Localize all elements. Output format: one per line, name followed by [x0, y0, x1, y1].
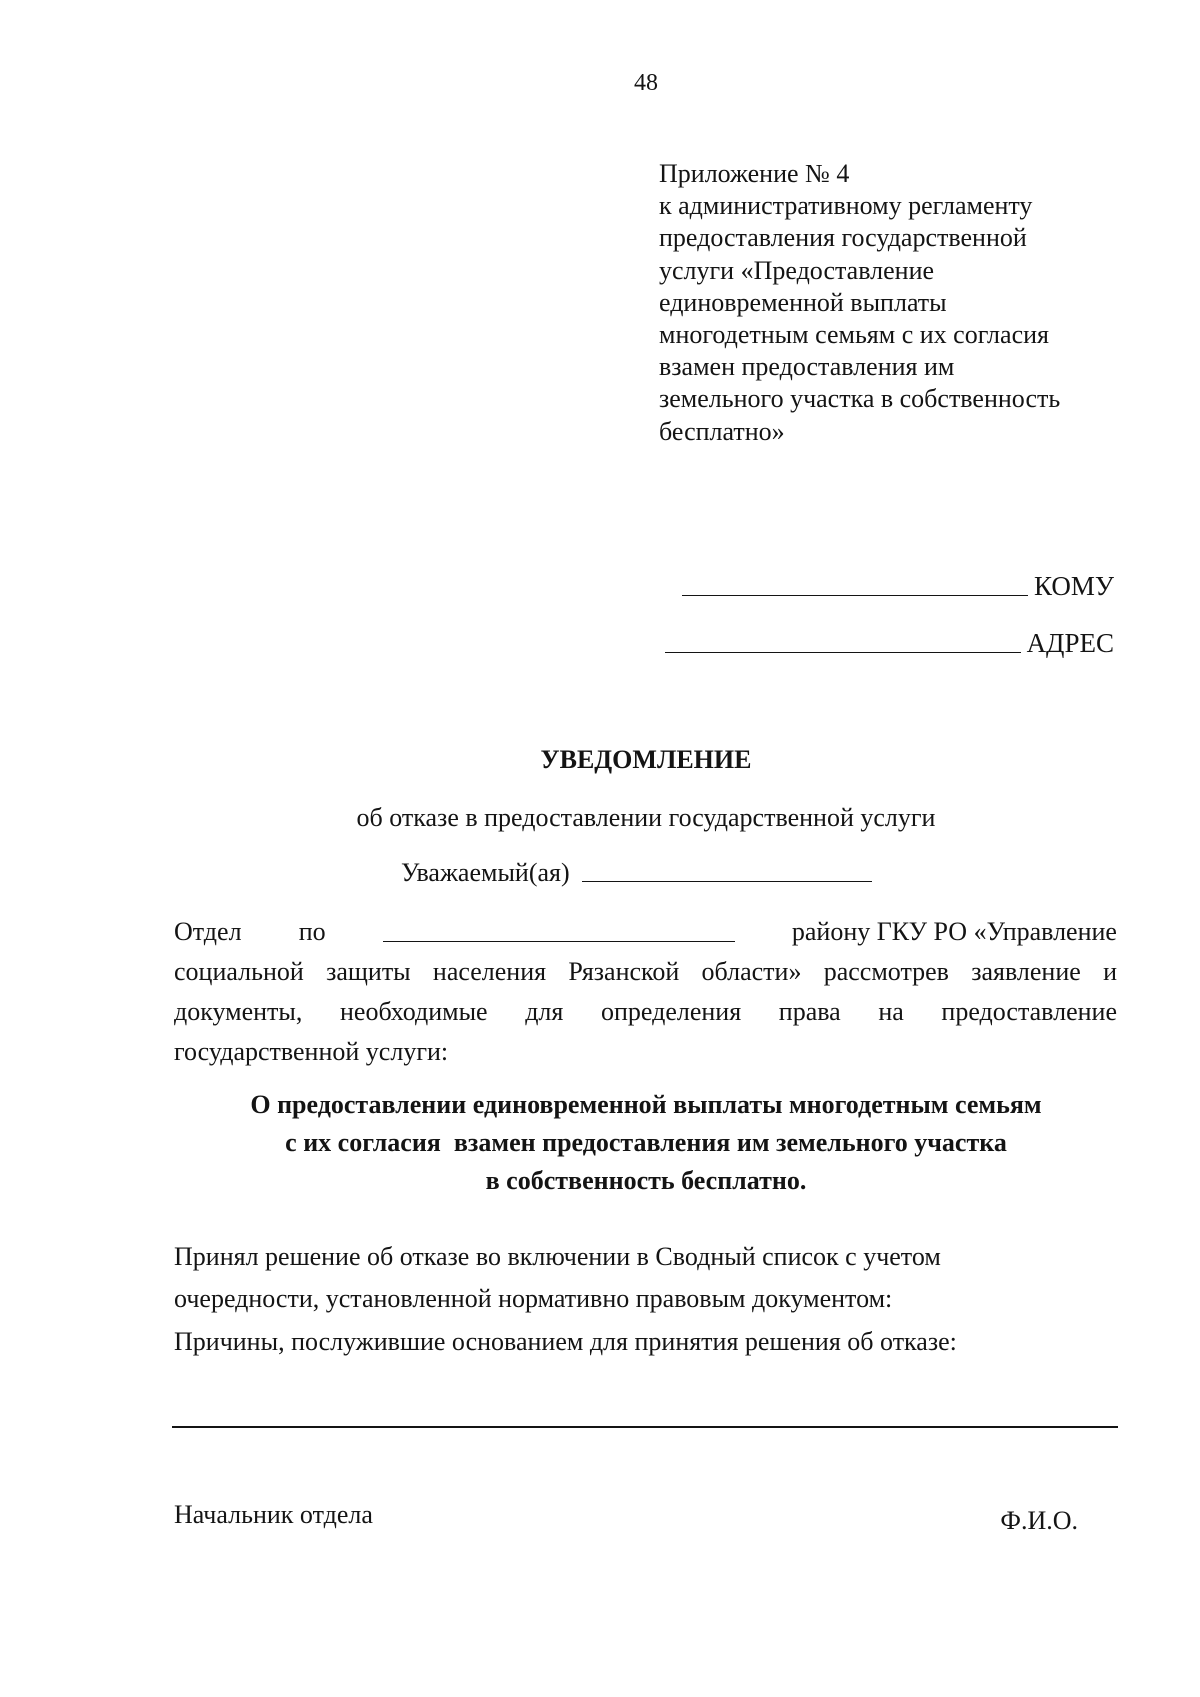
department-line	[174, 912, 1117, 952]
greeting-row	[401, 858, 872, 888]
recipient-to-label: КОМУ	[1034, 571, 1114, 601]
paragraph-line: социальной защиты населения Рязанской области» рассмотрев заявление и	[174, 957, 1117, 986]
service-line: О предоставлении единовременной выплаты многодетным семьям	[250, 1090, 1042, 1119]
appendix-line: бесплатно»	[659, 416, 785, 446]
notice-subtitle: об отказе в предоставлении государственной услуги	[356, 803, 936, 832]
appendix-header	[659, 158, 1129, 448]
signature-name: Ф.И.О.	[1000, 1506, 1078, 1535]
reasons-label: Причины, послужившие основанием для принятия решения об отказе:	[174, 1327, 957, 1356]
service-line: в собственность бесплатно.	[485, 1166, 807, 1195]
recipient-address-label: АДРЕС	[1026, 628, 1114, 658]
department-word: по	[298, 917, 326, 946]
greeting-blank	[582, 880, 872, 882]
decision-paragraph	[174, 1236, 1134, 1320]
appendix-line: земельного участка в собственность	[659, 384, 1061, 414]
appendix-line: взамен предоставления им	[659, 352, 955, 382]
page-number: 48	[634, 70, 658, 96]
recipient-address-row	[665, 628, 1114, 659]
recipient-address-blank	[665, 651, 1021, 653]
recipient-to-blank	[682, 594, 1028, 596]
decision-line: очередности, установленной нормативно правовым документом:	[174, 1284, 893, 1313]
paragraph-line: документы, необходимые для определения права на предоставление	[174, 997, 1117, 1026]
signature-position: Начальник отдела	[174, 1500, 373, 1529]
greeting-label: Уважаемый(ая)	[401, 858, 570, 887]
department-paragraph	[174, 912, 1117, 1072]
appendix-line: услуги «Предоставление	[659, 255, 935, 285]
signature-row	[174, 1500, 1078, 1535]
district-blank	[383, 940, 735, 942]
recipient-to-row	[682, 571, 1114, 602]
appendix-line: единовременной выплаты	[659, 287, 947, 317]
appendix-line: к административному регламенту	[659, 191, 1033, 221]
reasons-blank-line	[172, 1426, 1118, 1428]
department-rest: району ГКУ РО «Управление	[791, 917, 1117, 946]
notice-title: УВЕДОМЛЕНИЕ	[540, 745, 752, 774]
department-word: Отдел	[174, 917, 242, 946]
appendix-line: предоставления государственной	[659, 223, 1027, 253]
decision-line: Принял решение об отказе во включении в Сводный список с учетом	[174, 1242, 941, 1271]
appendix-line: многодетным семьям с их согласия	[659, 320, 1049, 350]
paragraph-line: государственной услуги:	[174, 1037, 449, 1066]
service-line: с их согласия взамен предоставления им земельного участка	[285, 1128, 1007, 1157]
appendix-line: Приложение № 4	[659, 159, 850, 188]
service-name	[0, 1086, 1200, 1200]
